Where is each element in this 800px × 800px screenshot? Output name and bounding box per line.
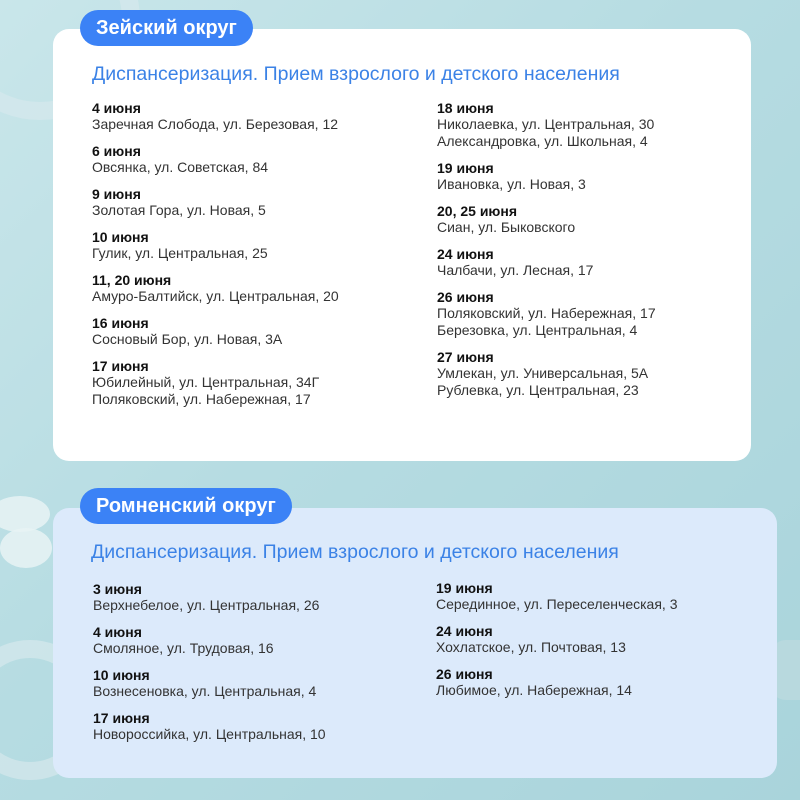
section-subtitle: Диспансеризация. Прием взрослого и детского населения <box>91 541 619 563</box>
entry-date: 10 июня <box>92 229 149 245</box>
entry-date: 26 июня <box>437 289 494 305</box>
entry-address: Серединное, ул. Переселенческая, 3 <box>436 596 678 612</box>
district-badge: Ромненский округ <box>80 488 292 524</box>
entry-address: Амуро-Балтийск, ул. Центральная, 20 <box>92 288 339 304</box>
schedule-entry <box>92 186 422 219</box>
schedule-entry <box>93 624 423 657</box>
schedule-entry <box>92 358 422 408</box>
schedule-entry <box>93 581 423 614</box>
schedule-entry <box>437 100 737 150</box>
schedule-entry <box>436 623 756 656</box>
schedule-entry <box>92 100 422 133</box>
pill-decoration <box>0 496 50 532</box>
schedule-column-right <box>437 100 737 409</box>
schedule-entry <box>436 580 756 613</box>
schedule-entry <box>93 667 423 700</box>
schedule-entry <box>437 203 737 236</box>
entry-address: Любимое, ул. Набережная, 14 <box>436 682 632 698</box>
entry-date: 24 июня <box>436 623 493 639</box>
schedule-entry <box>437 289 737 339</box>
entry-date: 4 июня <box>93 624 142 640</box>
entry-date: 17 июня <box>92 358 149 374</box>
schedule-column-right <box>436 580 756 709</box>
entry-date: 4 июня <box>92 100 141 116</box>
entry-date: 9 июня <box>92 186 141 202</box>
entry-address: Овсянка, ул. Советская, 84 <box>92 159 269 175</box>
entry-address: Ивановка, ул. Новая, 3 <box>437 176 586 192</box>
entry-date: 3 июня <box>93 581 142 597</box>
schedule-entry <box>93 710 423 743</box>
entry-address: Новороссийка, ул. Центральная, 10 <box>93 726 326 742</box>
schedule-entry <box>436 666 756 699</box>
entry-date: 18 июня <box>437 100 494 116</box>
entry-address: Александровка, ул. Школьная, 4 <box>437 133 648 149</box>
entry-date: 20, 25 июня <box>437 203 518 219</box>
entry-address: Вознесеновка, ул. Центральная, 4 <box>93 683 317 699</box>
schedule-entry <box>437 246 737 279</box>
schedule-entry <box>92 315 422 348</box>
entry-address: Заречная Слобода, ул. Березовая, 12 <box>92 116 339 132</box>
entry-address: Поляковский, ул. Набережная, 17 <box>92 391 311 407</box>
entry-address: Поляковский, ул. Набережная, 17 <box>437 305 656 321</box>
schedule-column-left <box>93 581 423 753</box>
entry-address: Гулик, ул. Центральная, 25 <box>92 245 268 261</box>
entry-address: Смоляное, ул. Трудовая, 16 <box>93 640 274 656</box>
schedule-entry <box>92 229 422 262</box>
schedule-entry <box>437 349 737 399</box>
schedule-entry <box>92 272 422 305</box>
section-subtitle: Диспансеризация. Прием взрослого и детского населения <box>92 63 620 85</box>
entry-address: Золотая Гора, ул. Новая, 5 <box>92 202 266 218</box>
entry-date: 27 июня <box>437 349 494 365</box>
entry-address: Верхнебелое, ул. Центральная, 26 <box>93 597 320 613</box>
district-badge: Зейский округ <box>80 10 253 46</box>
entry-address: Умлекан, ул. Универсальная, 5А <box>437 365 649 381</box>
schedule-entry <box>437 160 737 193</box>
entry-address: Николаевка, ул. Центральная, 30 <box>437 116 655 132</box>
entry-address: Рублевка, ул. Центральная, 23 <box>437 382 639 398</box>
entry-address: Чалбачи, ул. Лесная, 17 <box>437 262 594 278</box>
entry-date: 24 июня <box>437 246 494 262</box>
schedule-entry <box>92 143 422 176</box>
entry-date: 6 июня <box>92 143 141 159</box>
entry-date: 11, 20 июня <box>92 272 172 288</box>
pill-decoration <box>0 528 52 568</box>
entry-address: Хохлатское, ул. Почтовая, 13 <box>436 639 626 655</box>
entry-address: Сосновый Бор, ул. Новая, 3А <box>92 331 283 347</box>
entry-date: 19 июня <box>436 580 493 596</box>
entry-date: 10 июня <box>93 667 150 683</box>
entry-address: Юбилейный, ул. Центральная, 34Г <box>92 374 320 390</box>
entry-date: 26 июня <box>436 666 493 682</box>
entry-address: Березовка, ул. Центральная, 4 <box>437 322 638 338</box>
entry-address: Сиан, ул. Быковского <box>437 219 576 235</box>
entry-date: 19 июня <box>437 160 494 176</box>
schedule-column-left <box>92 100 422 418</box>
entry-date: 17 июня <box>93 710 150 726</box>
entry-date: 16 июня <box>92 315 149 331</box>
